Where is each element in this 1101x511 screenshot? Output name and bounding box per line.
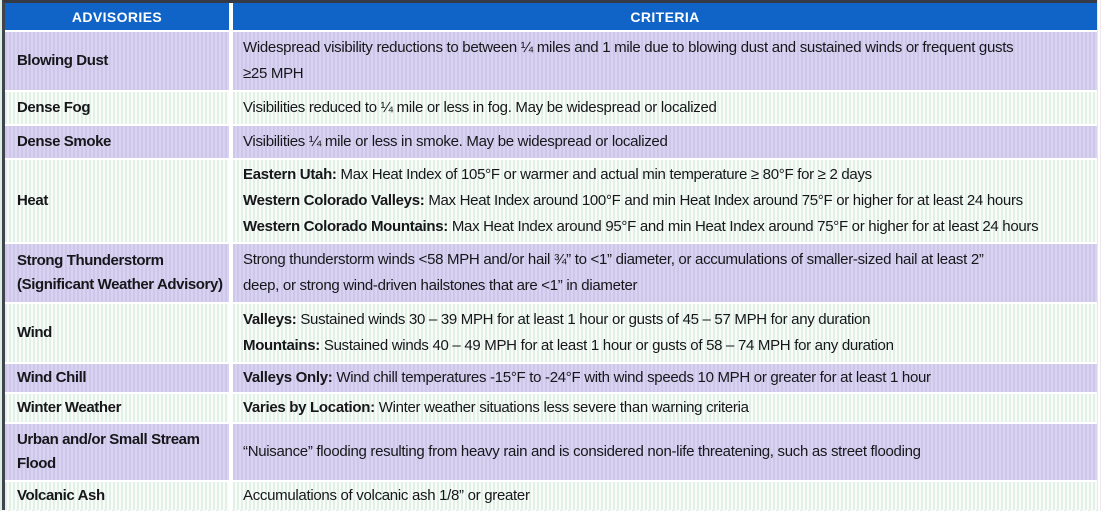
- advisory-name: Dense Smoke: [5, 126, 229, 158]
- criteria-text: [233, 32, 1097, 90]
- table-row: [5, 92, 1097, 124]
- criteria-text: [233, 364, 1097, 392]
- criteria-bold-prefix: Varies by Location:: [243, 399, 375, 416]
- table-row: [5, 244, 1097, 302]
- header-advisories: ADVISORIES: [5, 3, 229, 30]
- table-row: [5, 304, 1097, 362]
- advisory-name: Heat: [5, 160, 229, 242]
- criteria-line: Western Colorado Valleys: Max Heat Index around 100°F and min Heat Index around 75°F or higher for at least 24 hours: [243, 192, 1023, 209]
- criteria-line: Widespread visibility reductions to between ¼ miles and 1 mile due to blowing dust and sustained winds or frequent gusts: [243, 39, 1014, 56]
- criteria-line: “Nuisance” flooding resulting from heavy rain and is considered non-life threatening, such as street flooding: [243, 443, 921, 460]
- criteria-bold-prefix: Valleys:: [243, 311, 297, 328]
- criteria-line: deep, or strong wind-driven hailstones that are <1” in diameter: [243, 277, 638, 294]
- criteria-text: [233, 244, 1097, 302]
- criteria-line: Strong thunderstorm winds <58 MPH and/or hail ¾” to <1” diameter, or accumulations of smaller-sized hail at least 2”: [243, 251, 984, 268]
- table-row: [5, 160, 1097, 242]
- criteria-line: Valleys: Sustained winds 30 – 39 MPH for at least 1 hour or gusts of 45 – 57 MPH for any duration: [243, 311, 871, 328]
- header-criteria: CRITERIA: [233, 3, 1097, 30]
- table-row: [5, 364, 1097, 392]
- advisories-criteria-table: [2, 0, 1097, 510]
- criteria-text: [233, 304, 1097, 362]
- criteria-line: Visibilities reduced to ¼ mile or less in fog. May be widespread or localized: [243, 99, 717, 116]
- criteria-text: [233, 482, 1097, 510]
- criteria-bold-prefix: Western Colorado Valleys:: [243, 192, 425, 209]
- criteria-line: Accumulations of volcanic ash 1/8” or greater: [243, 487, 530, 504]
- table-row: [5, 394, 1097, 422]
- criteria-bold-prefix: Mountains:: [243, 337, 320, 354]
- criteria-line: Eastern Utah: Max Heat Index of 105°F or warmer and actual min temperature ≥ 80°F for ≥ 2 days: [243, 166, 872, 183]
- table-row: [5, 424, 1097, 480]
- advisory-name: Wind: [5, 304, 229, 362]
- criteria-line: Varies by Location: Winter weather situations less severe than warning criteria: [243, 399, 749, 416]
- criteria-line: Visibilities ¼ mile or less in smoke. May be widespread or localized: [243, 133, 668, 150]
- criteria-bold-prefix: Eastern Utah:: [243, 166, 337, 183]
- table-row: [5, 32, 1097, 90]
- criteria-bold-prefix: Valleys Only:: [243, 369, 333, 386]
- criteria-line: Western Colorado Mountains: Max Heat Index around 95°F and min Heat Index around 75°F or higher for at least 24 hours: [243, 218, 1039, 235]
- advisory-name: Urban and/or Small Stream Flood: [5, 424, 229, 480]
- criteria-line: Mountains: Sustained winds 40 – 49 MPH for at least 1 hour or gusts of 58 – 74 MPH for any duration: [243, 337, 894, 354]
- table-row: [5, 126, 1097, 158]
- criteria-text: [233, 160, 1097, 242]
- criteria-text: [233, 394, 1097, 422]
- criteria-line: ≥25 MPH: [243, 65, 304, 82]
- criteria-line: Valleys Only: Wind chill temperatures -15°F to -24°F with wind speeds 10 MPH or greater for at least 1 hour: [243, 369, 931, 386]
- table-row: [5, 482, 1097, 510]
- advisory-name: Blowing Dust: [5, 32, 229, 90]
- advisory-name: Wind Chill: [5, 364, 229, 392]
- table-body: [5, 32, 1097, 510]
- advisory-name: Dense Fog: [5, 92, 229, 124]
- criteria-bold-prefix: Western Colorado Mountains:: [243, 218, 448, 235]
- criteria-text: [233, 92, 1097, 124]
- criteria-text: [233, 126, 1097, 158]
- advisory-name: Volcanic Ash: [5, 482, 229, 510]
- advisory-name: Winter Weather: [5, 394, 229, 422]
- table-header-row: [5, 3, 1097, 30]
- advisory-name: Strong Thunderstorm (Significant Weather Advisory): [5, 244, 229, 302]
- criteria-text: [233, 424, 1097, 480]
